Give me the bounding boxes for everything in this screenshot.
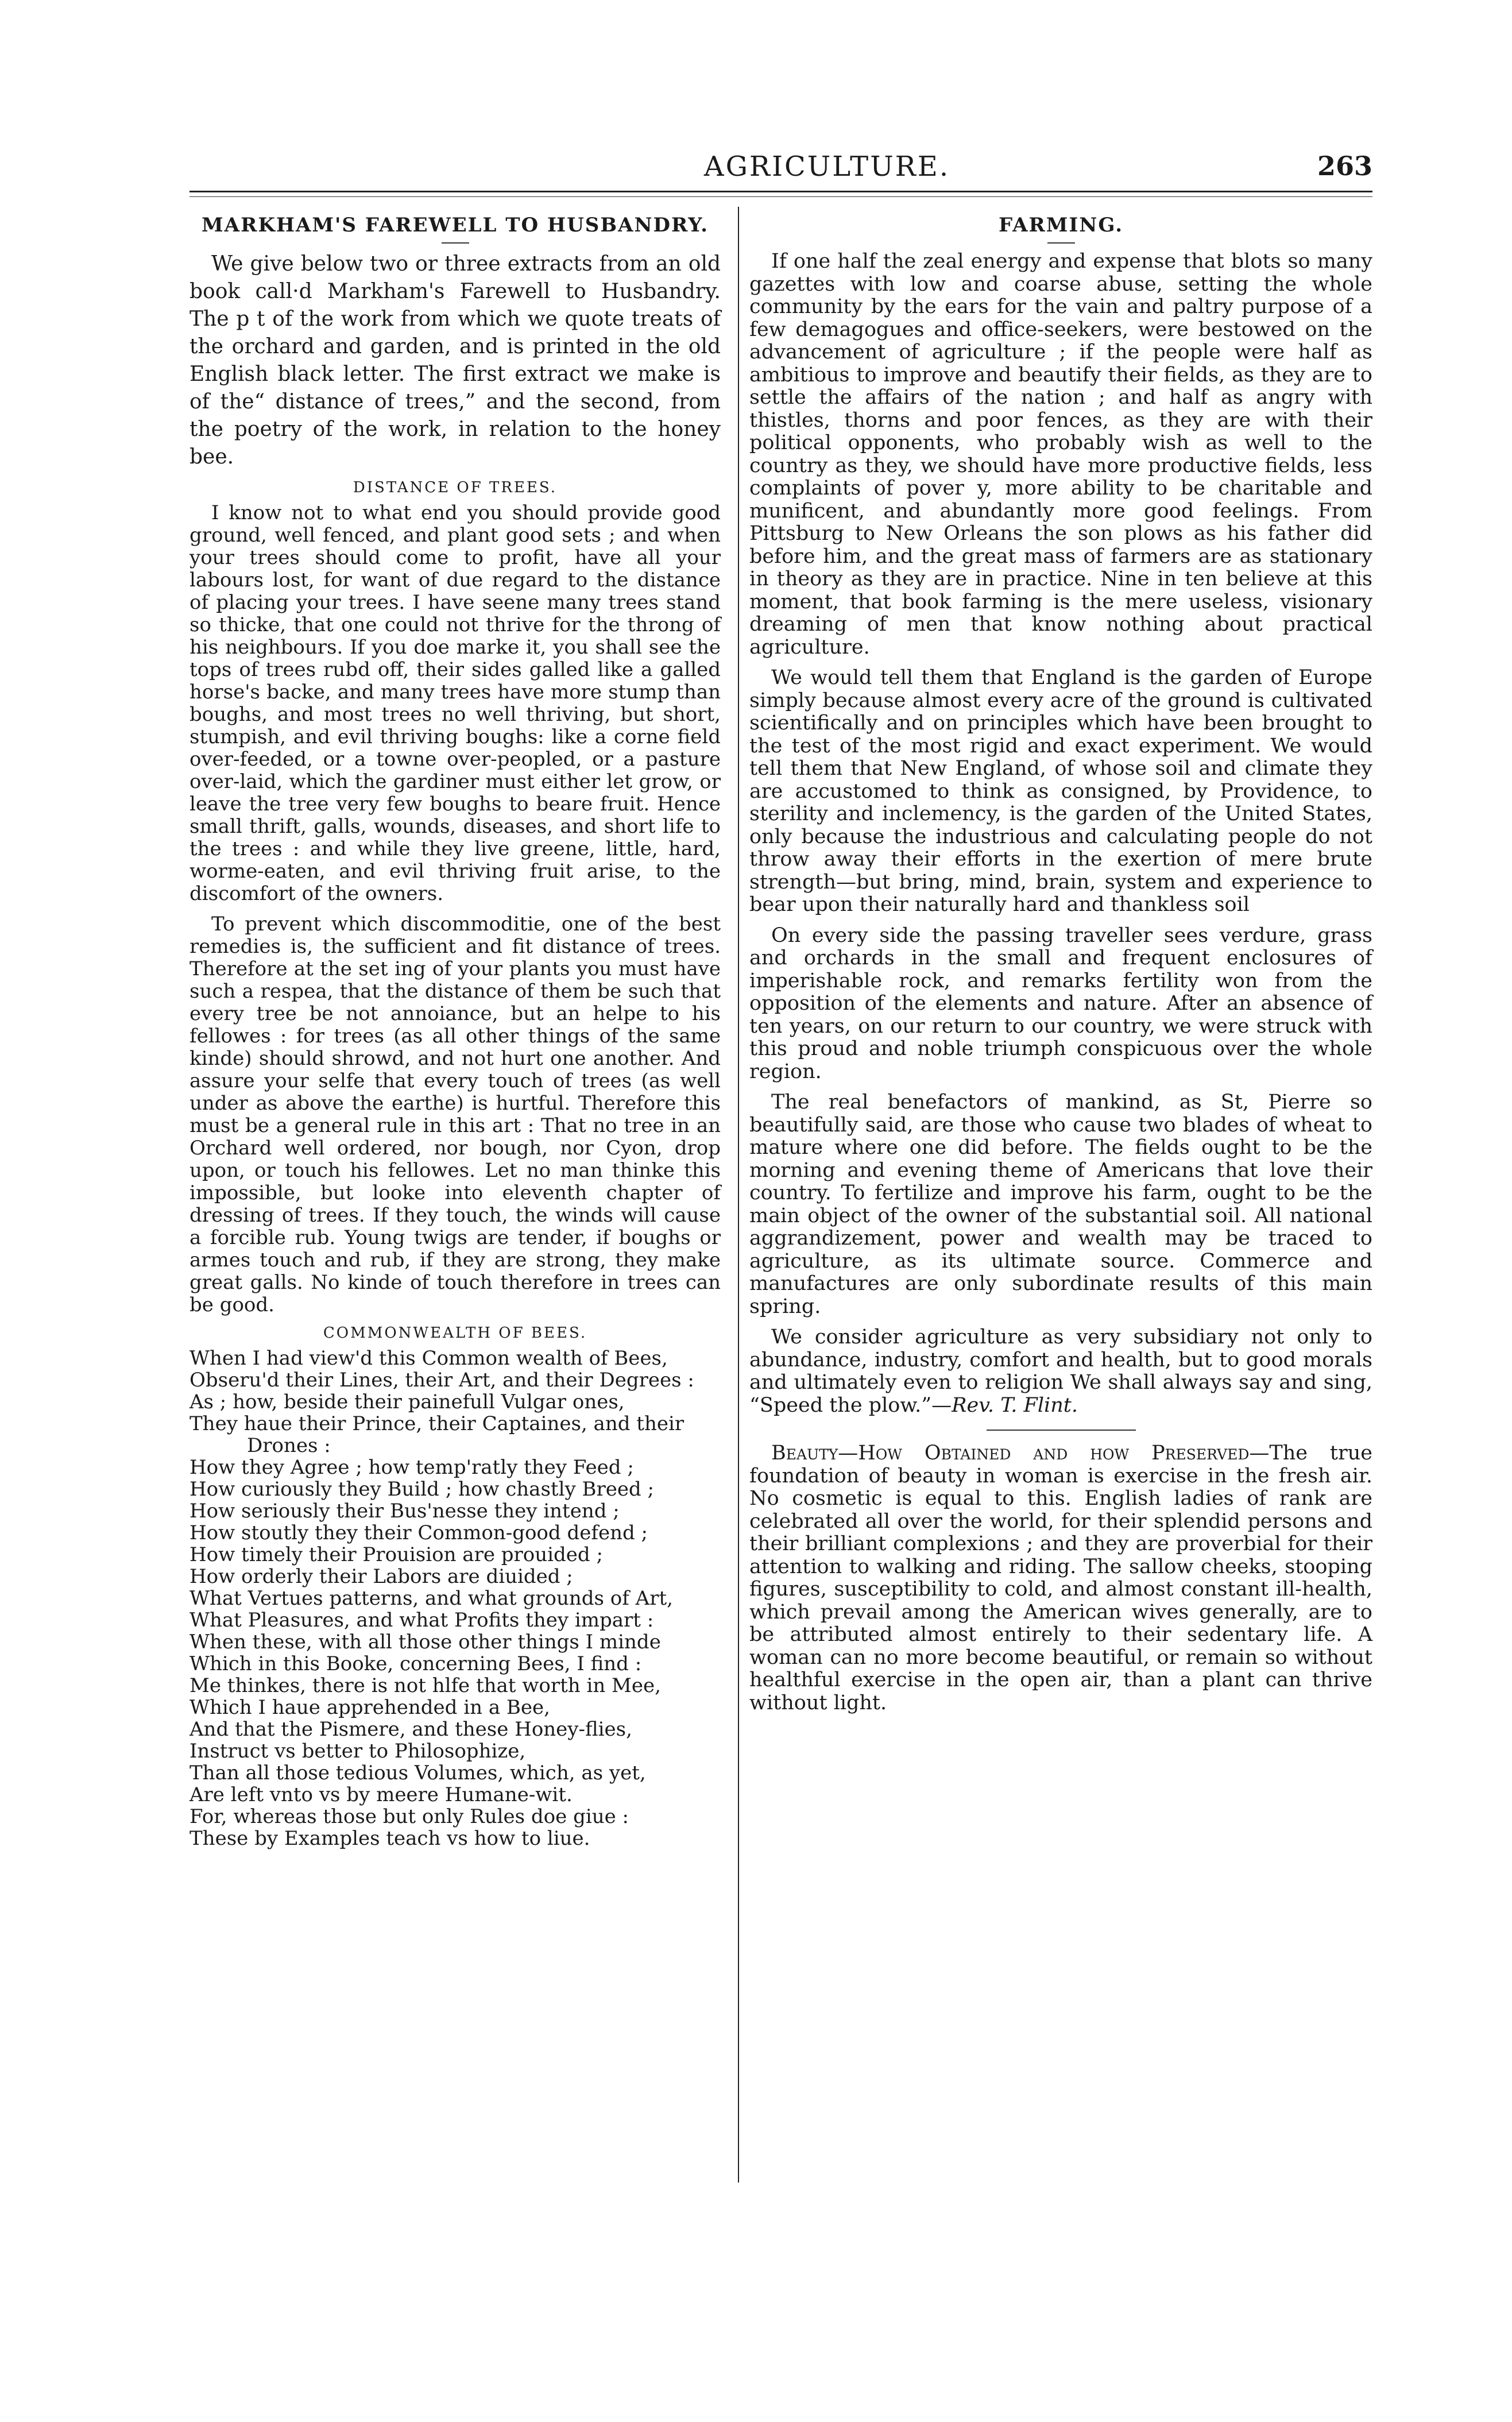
right-column [749,214,1372,1714]
farming-paragraph-4: The real benefactors of mankind, as St, Pierre so beautifully said, are those who cause two blades of wheat to mature where one did before. The fields ought to be the morning and evening theme of Americans that love their country. To fertilize and improve his farm, ought to be the main object of the owner of the substantial soil. All national aggrandizement, power and wealth may be traced to agriculture, as its ultimate source. Commerce and manufactures are only subordinate results of this main spring. [749,1091,1372,1318]
page-number: 263 [1317,150,1372,181]
poem-line: What Pleasures, and what Profits they impart : [190,1609,654,1632]
heading-dash [1047,242,1075,244]
header-rule [190,191,1372,192]
poem-line: How they Agree ; how temp'ratly they Feed ; [190,1456,634,1479]
poem-line: As ; how, beside their painefull Vulgar ones, [190,1390,625,1413]
poem-line: Drones : [247,1434,331,1457]
poem-line: They haue their Prince, their Captaines, and their [190,1412,685,1435]
poem-line: How seriously their Bus'nesse they intend ; [190,1500,620,1523]
poem-line: When these, with all those other things I minde [190,1631,661,1654]
poem-line: What Vertues patterns, and what grounds of Art, [190,1587,673,1610]
running-head [190,150,1372,191]
subheading-distance-of-trees: DISTANCE OF TREES. [353,479,558,496]
poem-line: Me thinkes, there is not hlfe that worth in Mee, [190,1674,661,1697]
intro-paragraph: We give below two or three extracts from an old book call·d Markham's Farewell to Husbandry. The p t of the work from which we quote treats of the orchard and garden, and is printed in the old English black letter. The first extract we make is of the“ distance of trees,” and the second, from the poetry of the work, in relation to the honey bee. [190,252,721,469]
beauty-title: Beauty—How Obtained and how Preserved— [771,1442,1270,1465]
farming-paragraph-1: If one half the zeal energy and expense that blots so many gazettes with low and coarse abuse, setting the whole community by the ears for the vain and paltry purpose of a few demagogues and office-seekers, were bestowed on the advancement of agriculture ; if the people were half as ambitious to improve and beautify their fields, as they are to settle the affairs of the nation ; and half as angry with thistles, thorns and poor fences, as they are with their political opponents, who probably wish as well to the country as they, we should have more productive fields, less complaints of pover y, more ability to be charitable and munificent, and abundantly more good feelings. From Pittsburg to New Orleans the son plows as his father did before him, and the great mass of farmers are as stationary in theory as they are in practice. Nine in ten believe at this moment, that book farming is the mere useless, visionary dreaming of men that know nothing about practical agriculture. [749,250,1372,659]
left-column [190,214,721,1849]
poem-line: For, whereas those but only Rules doe giue : [190,1805,629,1828]
article-separator [987,1430,1136,1431]
distance-paragraph-1: I know not to what end you should provide good ground, well fenced, and plant good sets ; and when your trees should come to profit, have all your labours lost, for want of due regard to the distance of placing your trees. I have seene many trees stand so thicke, that one could not thrive for the throng of his neighbours. If you doe marke it, you shall see the tops of trees rubd off, their sides galled like a galled horse's backe, and many trees have more stump than boughs, and most trees no well thriving, but short, stumpish, and evil thriving boughs: like a corne field over-feeded, or a towne over-peopled, or a pasture over-laid, which the gardiner must either let grow, or leave the tree very few boughs to beare fruit. Hence small thrift, galls, wounds, diseases, and short life to the trees : and while they live greene, little, hard, worme-eaten, and evil thriving fruit arise, to the discomfort of the owners. [190,501,721,905]
subheading-commonwealth-of-bees: COMMONWEALTH OF BEES. [323,1324,587,1342]
poem-line: These by Examples teach vs how to liue. [190,1827,590,1850]
farming-closing-text: We consider agriculture as very subsidiary not only to abundance, industry, comfort and health, but to good morals and ultimately even to religion We shall always say and sing, “Speed the plow.”— [749,1326,1372,1417]
poem-line: How orderly their Labors are diuided ; [190,1565,573,1588]
signature: Rev. T. Flint. [952,1393,1078,1417]
farming-paragraph-3: On every side the passing traveller sees verdure, grass and orchards in the small and frequent enclosures of imperishable rock, and remarks fertility won from the opposition of the elements and nature. After an absence of ten years, on our return to our country, we were struck with this proud and noble triumph conspicuous over the whole region. [749,924,1372,1083]
article-heading-markham: MARKHAM'S FAREWELL TO HUSBANDRY. [202,214,709,237]
poem-line: How stoutly they their Common-good defend ; [190,1521,648,1544]
poem-line: When I had view'd this Common wealth of Bees, [190,1347,668,1370]
poem-line: And that the Pismere, and these Honey-flies, [190,1718,632,1741]
poem-line: How timely their Prouision are prouided ; [190,1543,603,1566]
poem-line: Are left vnto vs by meere Humane-wit. [190,1783,573,1806]
poem-line: Obseru'd their Lines, their Art, and their Degrees : [190,1369,694,1392]
beauty-text: The true foundation of beauty in woman is exercise in the fresh air. No cosmetic is equal to this. English ladies of rank are celebrated all over the world, for their splendid persons and their brilliant complexions ; and they are proverbial for their attention to walking and riding. The sallow cheeks, stooping figures, susceptibility to cold, and almost constant ill-health, which prevail among the American wives generally, are to be attributed almost entirely to their sedentary life. A woman can no more become beautiful, or remain so without healthful exercise in the open air, than a plant can thrive without light. [749,1442,1372,1714]
column-divider [738,207,739,2182]
bee-poem [190,1347,721,1849]
poem-line: Which in this Booke, concerning Bees, I find : [190,1652,642,1675]
header-rule-thin [190,196,1372,197]
poem-line: Instruct vs better to Philosophize, [190,1740,526,1763]
farming-paragraph-5 [749,1326,1372,1417]
beauty-paragraph [749,1442,1372,1714]
heading-dash [442,242,469,244]
poem-line: Than all those tedious Volumes, which, as yet, [190,1762,646,1784]
poem-line: Which I haue apprehended in a Bee, [190,1696,550,1719]
poem-line: How curiously they Build ; how chastly Breed ; [190,1478,654,1501]
section-title: AGRICULTURE. [703,150,950,183]
farming-paragraph-2: We would tell them that England is the garden of Europe simply because almost every acre of the ground is cultivated scientifically and on principles which have been brought to the test of the most rigid and exact experiment. We would tell them that New England, of whose soil and climate they are accustomed to think as consigned, by Providence, to sterility and inclemency, is the garden of the United States, only because the industrious and calculating people do not throw away their efforts in the exertion of mere brute strength—but bring, mind, brain, system and experience to bear upon their naturally hard and thankless soil [749,666,1372,916]
article-heading-farming: FARMING. [998,214,1124,237]
distance-paragraph-2: To prevent which discommoditie, one of the best remedies is, the sufficient and fit distance of trees. Therefore at the set ing of your plants you must have such a respea, that the distance of them be such that every tree be not annoiance, but an helpe to his fellowes : for trees (as all other things of the same kinde) should shrowd, and not hurt one another. And assure your selfe that every touch of trees (as well under as above the earthe) is hurtful. Therefore this must be a general rule in this art : That no tree in an Orchard well ordered, nor bough, nor Cyon, drop upon, or touch his fellowes. Let no man thinke this impossible, but looke into eleventh chapter of dressing of trees. If they touch, the winds will cause a forcible rub. Young twigs are tender, if boughs or armes touch and rub, if they are strong, they make great galls. No kinde of touch therefore in trees can be good. [190,913,721,1316]
